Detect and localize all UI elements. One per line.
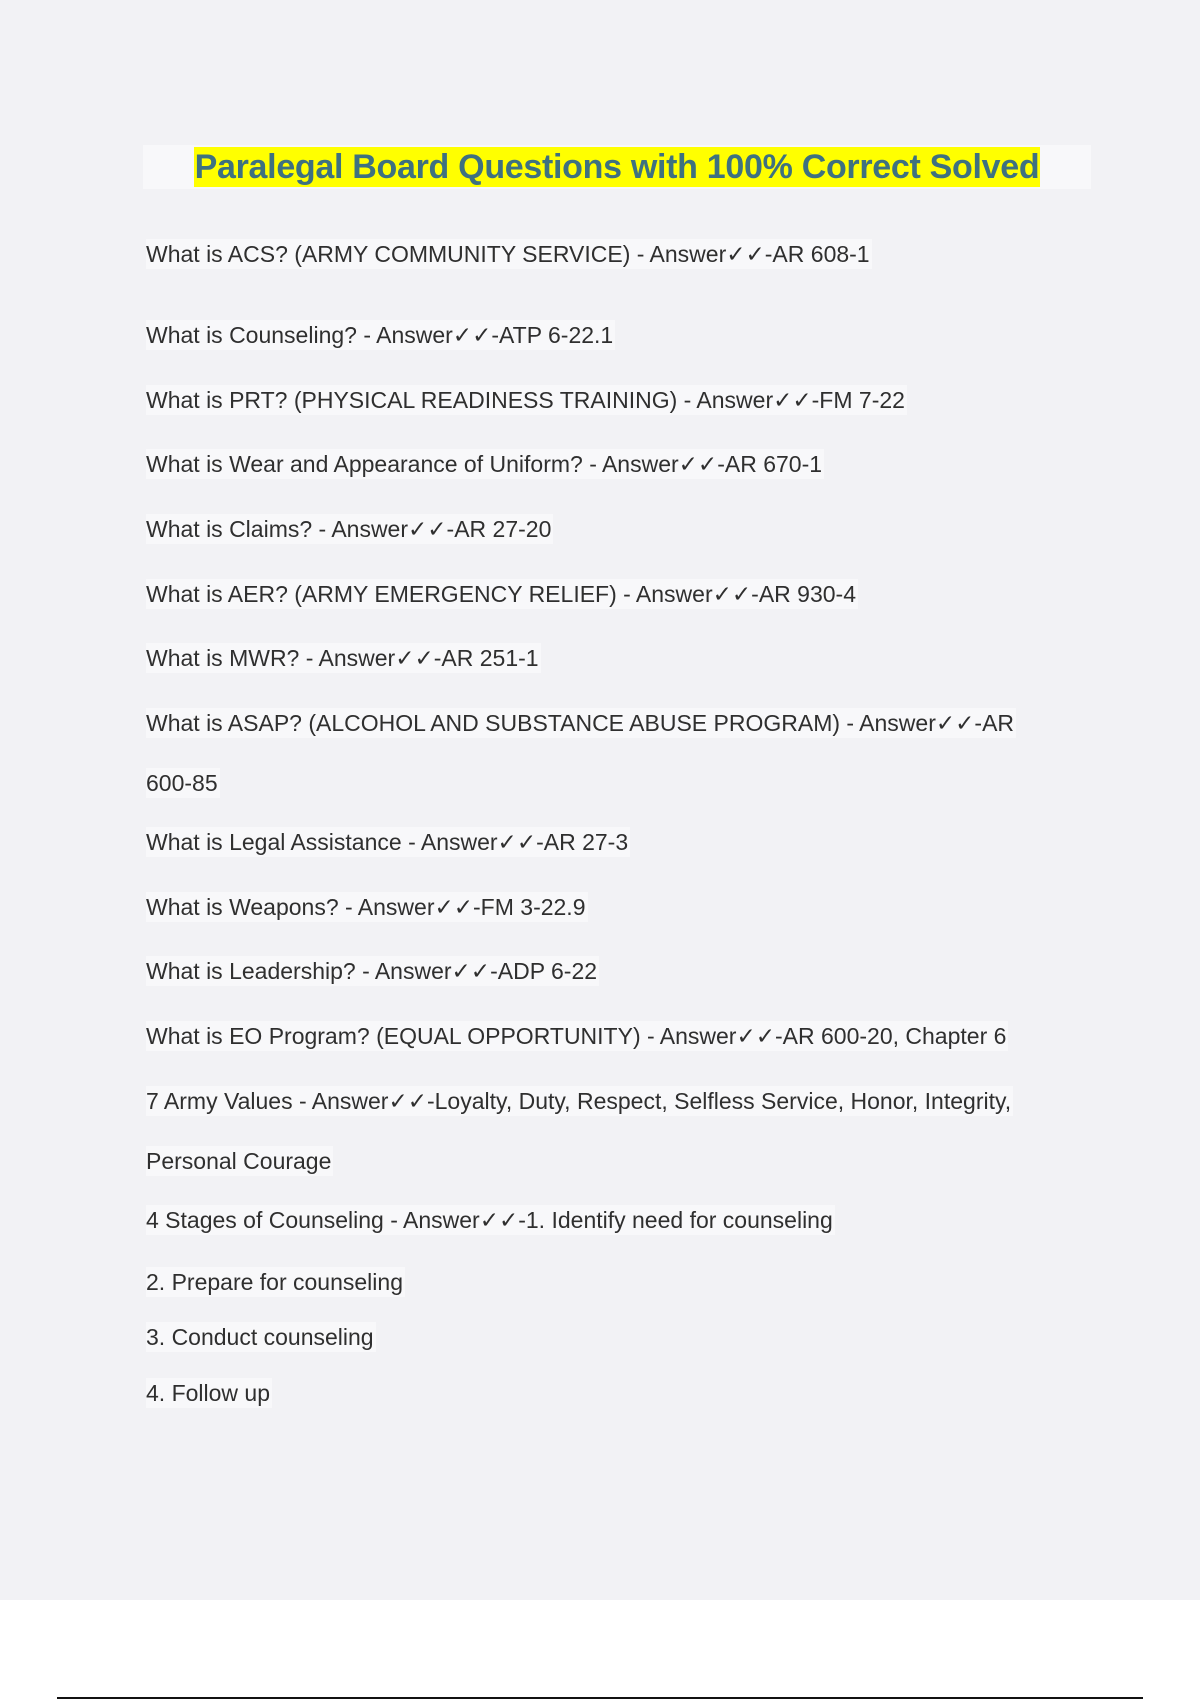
document-title: Paralegal Board Questions with 100% Correct Solved [194,148,1040,186]
qa-line-army-values-continued: Personal Courage [146,1148,332,1174]
qa-line-asap: What is ASAP? (ALCOHOL AND SUBSTANCE ABUSE PROGRAM) - Answer✓✓-AR [146,710,1015,736]
qa-line-uniform: What is Wear and Appearance of Uniform? - Answer✓✓-AR 670-1 [146,451,823,477]
qa-line-eo-program: What is EO Program? (EQUAL OPPORTUNITY) - Answer✓✓-AR 600-20, Chapter 6 [146,1023,1007,1049]
qa-line-weapons: What is Weapons? - Answer✓✓-FM 3-22.9 [146,894,586,920]
qa-line-army-values: 7 Army Values - Answer✓✓-Loyalty, Duty, Respect, Selfless Service, Honor, Integrity, [146,1088,1012,1114]
qa-line-leadership: What is Leadership? - Answer✓✓-ADP 6-22 [146,958,598,984]
qa-line-prt: What is PRT? (PHYSICAL READINESS TRAINING) - Answer✓✓-FM 7-22 [146,387,905,413]
qa-line-counseling-stages: 4 Stages of Counseling - Answer✓✓-1. Identify need for counseling [146,1207,833,1233]
qa-line-asap-continued: 600-85 [146,770,218,796]
qa-line-counseling: What is Counseling? - Answer✓✓-ATP 6-22.1 [146,322,614,348]
qa-line-stage-3: 3. Conduct counseling [146,1324,374,1350]
qa-line-stage-2: 2. Prepare for counseling [146,1269,403,1295]
qa-line-claims: What is Claims? - Answer✓✓-AR 27-20 [146,516,552,542]
qa-line-aer: What is AER? (ARMY EMERGENCY RELIEF) - Answer✓✓-AR 930-4 [146,581,856,607]
footer-divider [57,1697,1143,1699]
qa-line-legal-assistance: What is Legal Assistance - Answer✓✓-AR 27-3 [146,829,629,855]
qa-line-stage-4: 4. Follow up [146,1380,271,1406]
title-band [143,145,1091,189]
qa-line-mwr: What is MWR? - Answer✓✓-AR 251-1 [146,645,539,671]
qa-line-acs: What is ACS? (ARMY COMMUNITY SERVICE) - Answer✓✓-AR 608-1 [146,241,870,267]
